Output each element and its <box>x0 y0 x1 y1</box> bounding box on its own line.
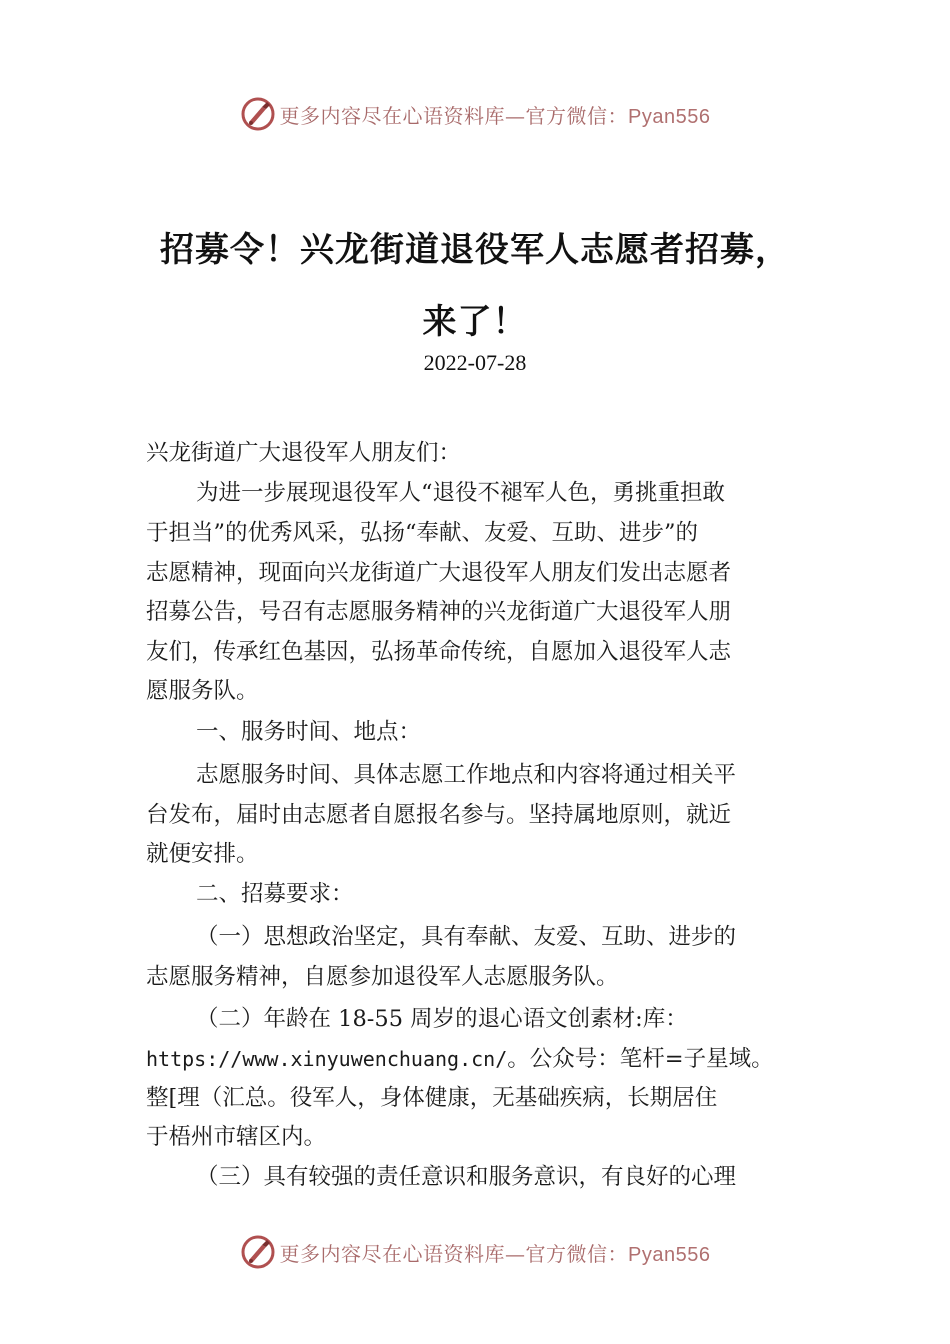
section-1-line-3: 就便安排。 <box>146 841 259 867</box>
header-watermark-banner <box>0 94 950 134</box>
pen-logo-icon <box>240 96 276 132</box>
requirement-1-line-1: （一）思想政治坚定，具有奉献、友爱、互助、进步的 <box>196 924 737 950</box>
intro-line-4: 招募公告，号召有志愿服务精神的兴龙街道广大退役军人朋 <box>146 599 732 625</box>
wechat-id: Pyan556 <box>628 105 711 128</box>
requirement-2-line-1: （二）年龄在 18-55 周岁的退心语文创素材:库： <box>196 1006 688 1032</box>
greeting: 兴龙街道广大退役军人朋友们： <box>146 440 462 466</box>
requirement-2-line-4: 于梧州市辖区内。 <box>146 1124 327 1150</box>
wechat-id: Pyan556 <box>628 1243 711 1266</box>
requirement-2-line-2: https://www.xinyuwenchuang.cn/。公众号：笔杆=子星域。 <box>146 1046 774 1072</box>
pen-logo-icon <box>240 1234 276 1270</box>
requirement-1-line-2: 志愿服务精神，自愿参加退役军人志愿服务队。 <box>146 964 619 990</box>
website-url: https://www.xinyuwenchuang.cn/ <box>146 1047 508 1071</box>
requirement-2-line-3: 整[理（汇总。役军人，身体健康，无基础疾病，长期居住 <box>146 1085 718 1111</box>
article-title-line-1: 招募令！兴龙街道退役军人志愿者招募， <box>160 230 790 270</box>
section-1-heading: 一、服务时间、地点： <box>196 719 422 745</box>
intro-line-6: 愿服务队。 <box>146 678 259 704</box>
intro-line-1: 为进一步展现退役军人“退役不褪军人色，勇挑重担敢 <box>196 480 726 506</box>
footer-watermark-banner <box>0 1232 950 1272</box>
publish-date: 2022-07-28 <box>423 350 527 375</box>
section-2-heading: 二、招募要求： <box>196 881 354 907</box>
requirement-3-line-1: （三）具有较强的责任意识和服务意识，有良好的心理 <box>196 1164 737 1190</box>
intro-line-2: 于担当”的优秀风采，弘扬“奉献、友爱、互助、进步”的 <box>146 520 699 546</box>
watermark-text: 更多内容尽在心语资料库—官方微信：Pyan556 <box>279 1241 711 1266</box>
intro-line-5: 友们，传承红色基因，弘扬革命传统，自愿加入退役军人志 <box>146 639 732 665</box>
section-1-line-2: 台发布，届时由志愿者自愿报名参与。坚持属地原则，就近 <box>146 802 732 828</box>
intro-line-3: 志愿精神，现面向兴龙街道广大退役军人朋友们发出志愿者 <box>146 560 732 586</box>
section-1-line-1: 志愿服务时间、具体志愿工作地点和内容将通过相关平 <box>196 762 737 788</box>
watermark-text: 更多内容尽在心语资料库—官方微信：Pyan556 <box>279 103 711 128</box>
article-title-line-2: 来了！ <box>422 302 528 342</box>
